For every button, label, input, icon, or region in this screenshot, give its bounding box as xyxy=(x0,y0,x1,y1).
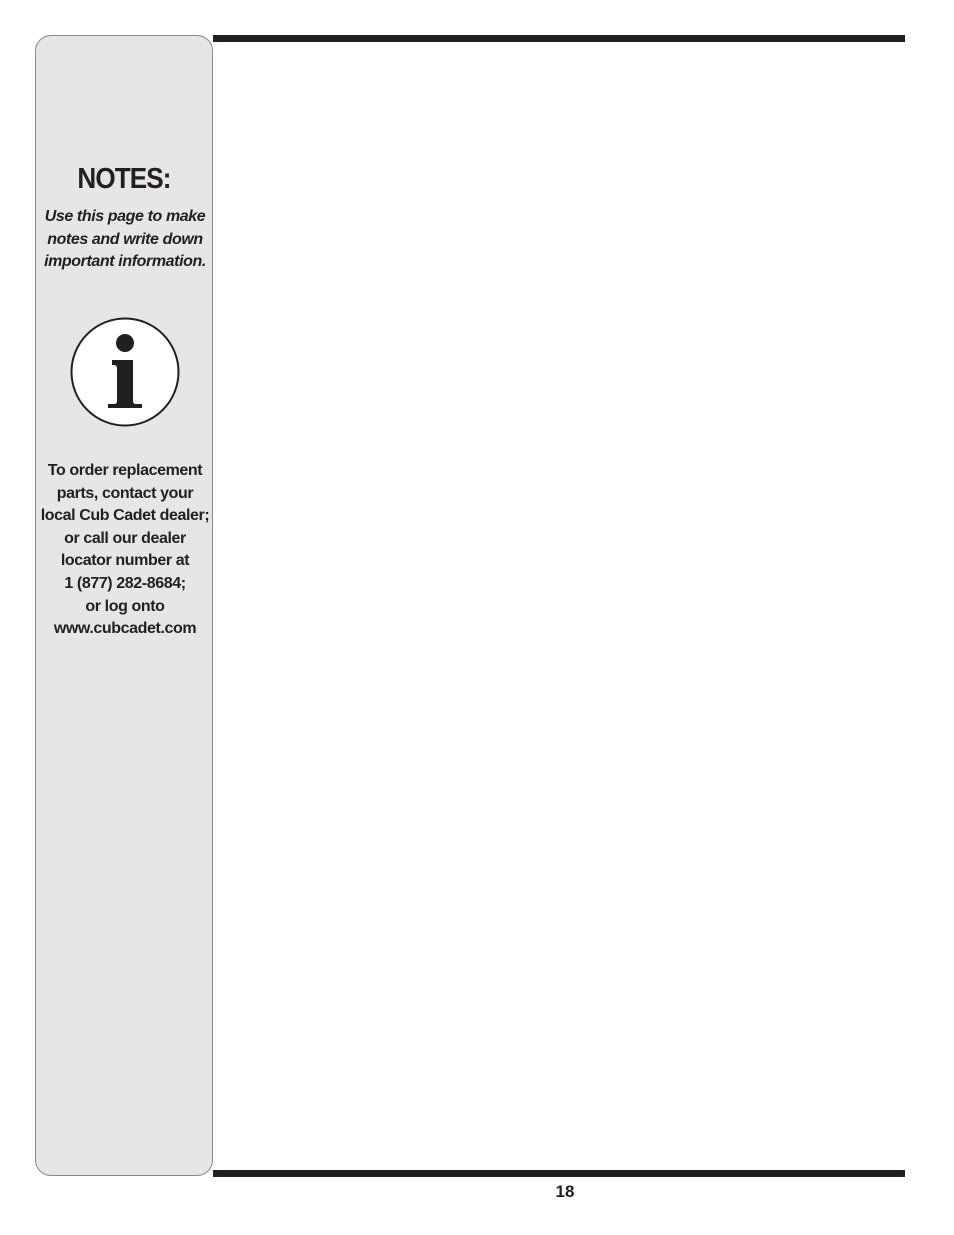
order-info-line: To order replacement xyxy=(47,462,203,479)
notes-subtitle-line: important information. xyxy=(44,253,206,270)
notes-subtitle-line: notes and write down xyxy=(47,230,203,248)
bottom-rule xyxy=(213,1170,905,1177)
order-info-line: or call our dealer xyxy=(64,529,186,547)
notes-subtitle-line: Use this page to make xyxy=(44,208,206,225)
order-info-website: www.cubcadet.com xyxy=(53,620,197,638)
page-number: 18 xyxy=(555,1182,575,1201)
order-info-line: or log onto xyxy=(85,597,165,615)
notes-title: NOTES: xyxy=(77,163,171,195)
top-rule xyxy=(213,35,905,42)
order-parts-info xyxy=(35,460,215,641)
info-icon xyxy=(70,316,182,428)
order-info-line: locator number at xyxy=(60,552,190,570)
order-info-line: parts, contact your xyxy=(56,484,194,502)
order-info-phone: 1 (877) 282-8684; xyxy=(64,574,186,592)
notes-subtitle xyxy=(37,206,213,274)
order-info-line: local Cub Cadet dealer; xyxy=(40,507,210,525)
